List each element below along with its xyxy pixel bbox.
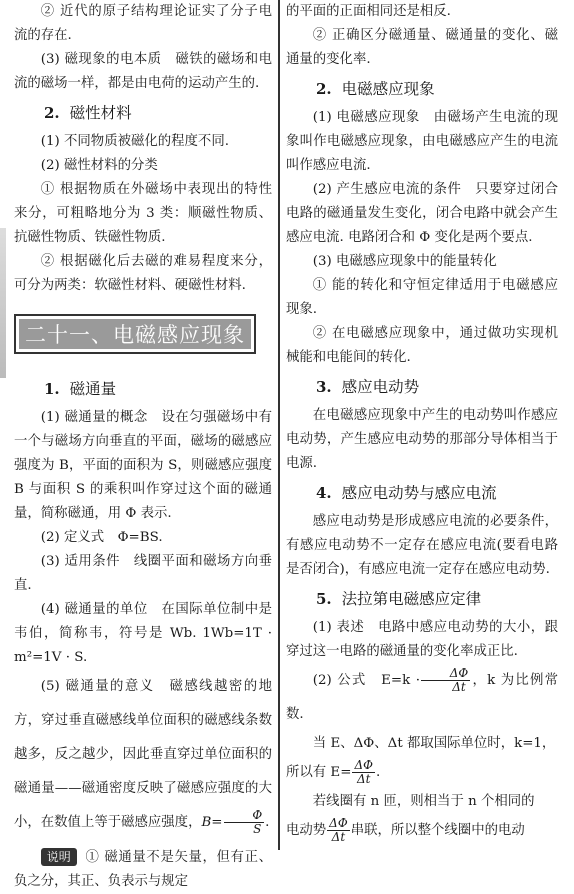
- fraction-denominator: Δt: [331, 830, 346, 844]
- left-column: [14, 0, 272, 889]
- paragraph: ② 近代的原子结构理论证实了分子电流的存在.: [14, 4, 272, 43]
- paragraph: (3) 适用条件 线圈平面和磁场方向垂直.: [14, 554, 272, 593]
- paragraph: ② 在电磁感应现象中，通过做功实现机械能和电能间的转化.: [286, 326, 558, 365]
- paragraph: (2) 磁性材料的分类: [40, 158, 158, 173]
- paragraph: 当 E、ΔΦ、Δt 都取国际单位时，k=1，: [312, 736, 556, 751]
- formula-post: ，k 为比例常数.: [286, 673, 558, 722]
- formula-end: .: [265, 815, 270, 830]
- formula-pre: (2) 公式 E=k ·: [312, 673, 420, 688]
- section-heading: [44, 100, 272, 126]
- section-title: 电磁感应现象: [341, 80, 435, 98]
- section-heading: [316, 374, 558, 400]
- paragraph-text: (5) 磁通量的意义 磁感线越密的地方，穿过垂直磁感线单位面积的磁感线条数越多，反之越少，因此垂直穿过单位面积的磁通量——磁通密度反映了磁感应强度的大小，在数值上等于磁感应强度，: [14, 679, 272, 830]
- note-paragraph: [14, 846, 272, 894]
- paragraph: (2) 定义式 Φ=BS.: [40, 530, 163, 545]
- section-number: 2.: [316, 80, 332, 98]
- paragraph: ① 根据物质在外磁场中表现出的特性来分，可粗略地分为 3 类：顺磁性物质、抗磁性物质、铁磁性物质.: [14, 182, 272, 245]
- page-edge-mark: [0, 228, 6, 378]
- section-number: 5.: [316, 590, 332, 608]
- formula-pre: 所以有 E=: [286, 765, 352, 780]
- section-title: 磁性材料: [69, 104, 132, 122]
- fraction-denominator: Δt: [452, 680, 466, 694]
- paragraph: (1) 不同物质被磁化的程度不同.: [40, 134, 229, 149]
- paragraph: (1) 电磁感应现象 由磁场产生电流的现象叫作电磁感应现象，由电磁感应产生的电流叫作感应电流.: [286, 110, 558, 173]
- formula-paragraph: [286, 664, 558, 732]
- formula-paragraph: [286, 814, 558, 848]
- chapter-banner: [14, 314, 256, 354]
- fraction-numerator: ΔΦ: [329, 816, 348, 830]
- paragraph: 感应电动势是形成感应电流的必要条件，有感应电动势不一定存在感应电流(要看电路是否闭合)，有感应电流一定存在感应电动势.: [286, 514, 558, 577]
- formula-lhs: B=: [201, 815, 223, 830]
- formula-pre: 电动势: [286, 823, 327, 838]
- paragraph: (2) 产生感应电流的条件 只要穿过闭合电路的磁通量发生变化，闭合电路中就会产生感应电流. 电路闭合和 Φ 变化是两个要点.: [286, 182, 558, 245]
- right-column: [286, 0, 558, 850]
- paragraph: 若线圈有 n 匝，则相当于 n 个相同的: [312, 794, 535, 809]
- fraction-numerator: ΔΦ: [354, 758, 373, 772]
- section-number: 3.: [316, 378, 332, 396]
- fraction-denominator: S: [253, 822, 262, 836]
- chapter-title: 二十一、电磁感应现象: [19, 319, 251, 349]
- section-heading: [316, 76, 558, 102]
- paragraph: ① 能的转化和守恒定律适用于电磁感应现象.: [286, 278, 558, 317]
- fraction-numerator: ΔΦ: [421, 667, 470, 681]
- section-number: 4.: [316, 484, 332, 502]
- paragraph: (3) 电磁感应现象中的能量转化: [312, 254, 497, 269]
- section-heading: [316, 480, 558, 506]
- fraction-numerator: Φ: [224, 809, 265, 823]
- fraction-denominator: Δt: [356, 772, 371, 786]
- formula-post: 串联，所以整个线圈中的电动: [350, 823, 525, 838]
- formula-post: .: [375, 765, 381, 780]
- paragraph: ② 根据磁化后去磁的难易程度来分，可分为两类：软磁性材料、硬磁性材料.: [14, 254, 272, 293]
- section-heading: [44, 376, 272, 402]
- fraction: [224, 809, 265, 836]
- paragraph: (1) 表述 电路中感应电动势的大小，跟穿过这一电路的磁通量的变化率成正比.: [286, 620, 558, 659]
- paragraph: 在电磁感应现象中产生的电动势叫作感应电动势，产生感应电动势的那部分导体相当于电源.: [286, 408, 558, 471]
- paragraph: ② 正确区分磁通量、磁通量的变化、磁通量的变化率.: [286, 28, 558, 67]
- note-text: ① 磁通量不是矢量，但有正、负之分，其正、负表示与规定: [14, 850, 272, 889]
- fraction: [421, 667, 470, 694]
- formula-paragraph: [286, 756, 558, 790]
- fraction: [352, 759, 375, 786]
- paragraph: (1) 磁通量的概念 设在匀强磁场中有一个与磁场方向垂直的平面，磁场的磁感应强度为 B，平面的面积为 S，则磁感应强度 B 与面积 S 的乘积叫作穿过这个面的磁通量，简称磁通，用 Φ 表示.: [14, 410, 272, 521]
- fraction: [327, 817, 350, 844]
- section-title: 磁通量: [69, 380, 117, 398]
- column-divider: [278, 0, 280, 850]
- section-title: 感应电动势: [341, 378, 420, 396]
- section-title: 感应电动势与感应电流: [341, 484, 497, 502]
- paragraph: (4) 磁通量的单位 在国际单位制中是韦伯，简称韦，符号是 Wb. 1Wb=1T · m²=1V · S.: [14, 602, 272, 665]
- section-heading: [316, 586, 558, 612]
- section-number: 2.: [44, 104, 60, 122]
- paragraph: [14, 670, 272, 840]
- section-number: 1.: [44, 380, 60, 398]
- paragraph: 的平面的正面相同还是相反.: [286, 4, 451, 19]
- paragraph: (3) 磁现象的电本质 磁铁的磁场和电流的磁场一样，都是由电荷的运动产生的.: [14, 52, 272, 91]
- section-title: 法拉第电磁感应定律: [341, 590, 482, 608]
- note-badge: 说明: [41, 848, 77, 866]
